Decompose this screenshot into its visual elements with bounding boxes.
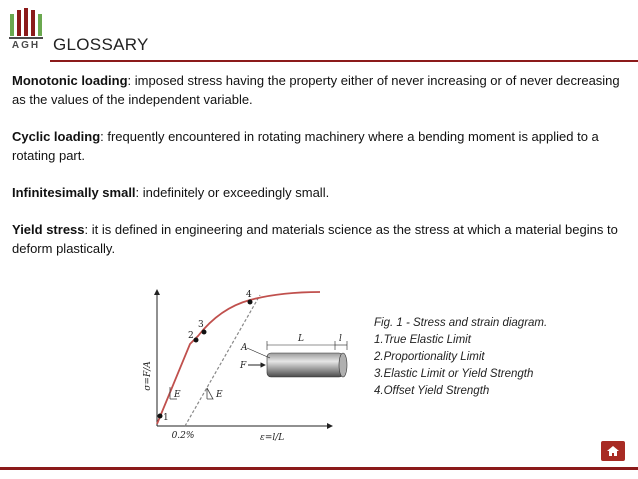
specimen-length-label: L bbox=[298, 334, 304, 344]
specimen-force-label: F bbox=[240, 361, 247, 371]
logo-text: AGH bbox=[11, 40, 41, 51]
caption-item: 1.True Elastic Limit bbox=[374, 334, 471, 346]
glossary-entry bbox=[12, 183, 632, 202]
glossary-definition: : it is defined in engineering and materials science as the stress at which a material begins to deform plastically. bbox=[12, 222, 618, 256]
glossary-entry bbox=[12, 127, 632, 165]
footer-divider bbox=[0, 467, 638, 470]
home-button[interactable] bbox=[601, 441, 625, 461]
specimen-end bbox=[339, 353, 347, 377]
glossary-term: Yield stress bbox=[12, 222, 85, 237]
caption-item: 2.Proportionality Limit bbox=[374, 351, 485, 363]
glossary-entry bbox=[12, 71, 632, 109]
specimen-elongation-label: l bbox=[339, 334, 342, 344]
point-label-4: 4 bbox=[246, 290, 252, 300]
y-axis-label: σ=F/A bbox=[143, 361, 153, 391]
point-4 bbox=[248, 300, 253, 305]
point-label-2: 2 bbox=[188, 331, 194, 341]
specimen-area-label: A bbox=[241, 343, 248, 353]
glossary-term: Infinitesimally small bbox=[12, 185, 136, 200]
caption-item: 3.Elastic Limit or Yield Strength bbox=[374, 368, 534, 380]
area-leader bbox=[247, 348, 270, 358]
modulus-triangle bbox=[207, 388, 213, 399]
glossary-entry bbox=[12, 220, 632, 258]
point-1 bbox=[158, 414, 163, 419]
offset-label: 0.2% bbox=[171, 431, 195, 441]
glossary-term: Cyclic loading bbox=[12, 129, 101, 144]
glossary-definition: : frequently encountered in rotating machinery where a bending moment is applied to a rotating part. bbox=[12, 129, 599, 163]
point-3 bbox=[202, 330, 207, 335]
point-label-1: 1 bbox=[163, 413, 169, 423]
glossary-term: Monotonic loading bbox=[12, 73, 128, 88]
caption-title: Fig. 1 - Stress and strain diagram. bbox=[374, 317, 548, 329]
caption-item: 4.Offset Yield Strength bbox=[374, 385, 490, 397]
modulus-label: E bbox=[216, 390, 223, 400]
title-divider bbox=[50, 60, 638, 62]
point-label-3: 3 bbox=[198, 320, 204, 330]
glossary-definition: : indefinitely or exceedingly small. bbox=[135, 185, 330, 200]
glossary-list bbox=[12, 71, 632, 276]
glossary-definition: : imposed stress having the property either of never increasing or of never decreasing as the values of the independent variable. bbox=[12, 73, 620, 107]
stress-strain-diagram bbox=[140, 286, 380, 446]
modulus-label: E bbox=[174, 390, 181, 400]
offset-line bbox=[185, 295, 260, 426]
point-2 bbox=[194, 338, 199, 343]
specimen-bar bbox=[267, 353, 343, 377]
home-icon bbox=[606, 445, 620, 457]
x-axis-label: ε=l/L bbox=[260, 433, 285, 443]
figure-caption bbox=[374, 315, 584, 400]
slide-title: GLOSSARY bbox=[53, 35, 149, 54]
